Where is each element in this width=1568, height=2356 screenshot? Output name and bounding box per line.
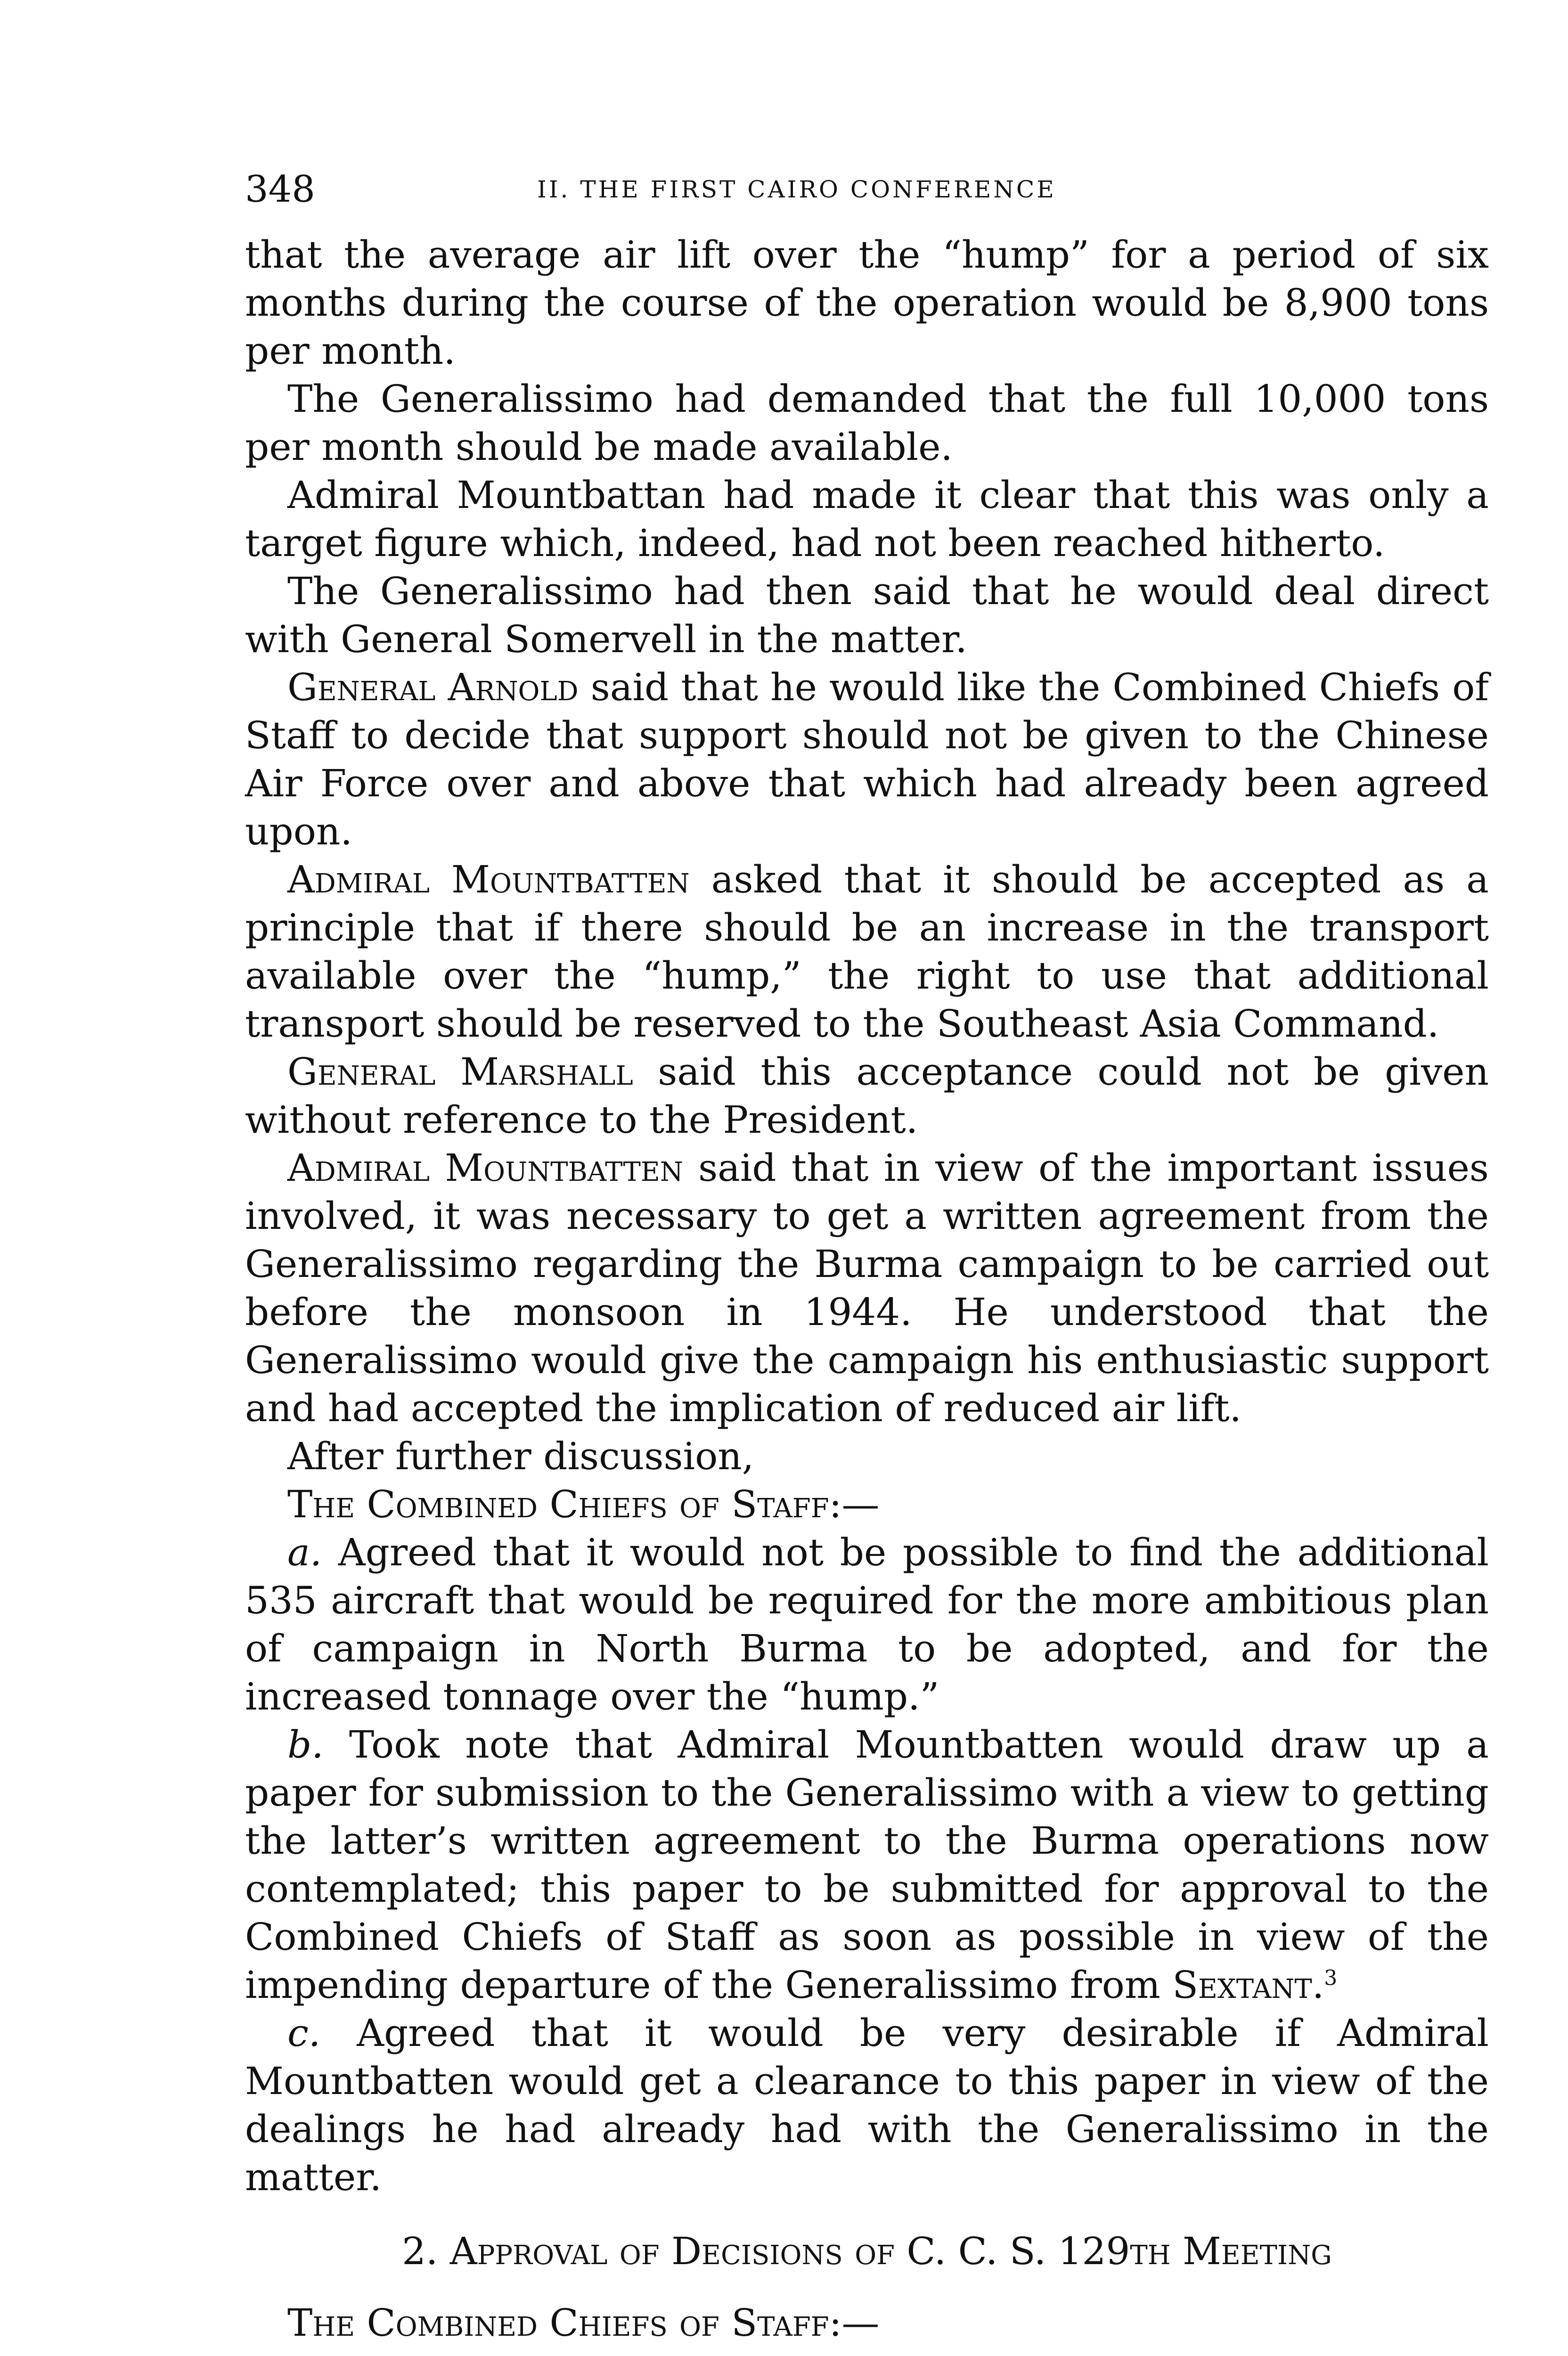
running-title: II. THE FIRST CAIRO CONFERENCE [537,176,1056,203]
item-letter: c. [287,2011,321,2055]
page-number: 348 [245,168,315,211]
speaker-name: General Arnold [287,665,579,709]
footnote-reference: 3 [1324,1966,1338,1990]
decision-item-a [245,1529,1489,1721]
decision-item-c [245,2009,1489,2201]
running-head [245,167,1489,212]
paragraph-6 [245,856,1489,1048]
paragraph-5 [245,663,1489,856]
paragraph-text: said that he would like the Combined Chiefs of Staff to decide that support should not be given to the Chinese Air Force over and above that which had already been agreed upon. [245,665,1489,853]
item-letter: a. [287,1530,322,1574]
paragraph-10 [245,1481,1489,1529]
paragraph-9: After further discussion, [287,1434,754,1478]
document-page [245,167,1489,2356]
item-letter: b. [287,1723,324,1767]
speaker-name: The Combined Chiefs of Staff [287,1482,829,1526]
paragraph-1: that the average air lift over the “hump” for a period of six months during the course of the operation would be 8,900 tons per month. [245,233,1489,373]
paragraph-11 [245,2299,1489,2347]
paragraph-8 [245,1144,1489,1432]
paragraph-text: said that in view of the important issues involved, it was necessary to get a written agreement from the Generalissimo regarding the Burma campaign to be carried out before the monsoon in 1944. He understood that the Generalissimo would give the campaign his enthusiastic support and had accepted the implication of reduced air lift. [245,1146,1489,1430]
paragraph-2: The Generalissimo had demanded that the full 10,000 tons per month should be made available. [245,377,1489,469]
paragraph-3: Admiral Mountbattan had made it clear that this was only a target figure which, indeed, had not been reached hitherto. [245,473,1489,565]
item-end: . [1312,1963,1324,2007]
section-heading: 2. Approval of Decisions of C. C. S. 129th Meeting [402,2229,1332,2273]
paragraph-text: asked that it should be accepted as a principle that if there should be an increase in the transport available over the “hump,” the right to use that additional transport should be reserved to the Southeast Asia Command. [245,858,1489,1046]
item-text: Agreed that it would not be possible to find the additional 535 aircraft that would be required for the more ambitious plan of campaign in North Burma to be adopted, and for the increased tonnage over the “hump.” [245,1530,1489,1718]
speaker-name: Admiral Mountbatten [287,1146,683,1190]
item-text: Agreed that it would be very desirable if Admiral Mountbatten would get a clearance to this paper in view of the dealings he had already had with the Generalissimo in the matter. [245,2011,1489,2199]
item-text: Took note that Admiral Mountbatten would draw up a paper for submission to the Generalissimo with a view to getting the latter’s written agreement to the Burma operations now contemplated; this paper to be submitted for approval to the Combined Chiefs of Staff as soon as possible in view of the impending departure of the Generalissimo from [245,1723,1489,2007]
codename: Sextant [1172,1963,1312,2007]
paragraph-7 [245,1048,1489,1144]
paragraph-text: said this acceptance could not be given without reference to the President. [245,1050,1489,1142]
paragraph-text: :— [829,1482,880,1526]
body-text [245,231,1489,2347]
speaker-name: General Marshall [287,1050,633,1094]
speaker-name: Admiral Mountbatten [287,858,690,901]
decision-item-b [245,1721,1489,2009]
paragraph-text: :— [829,2301,880,2345]
paragraph-4: The Generalissimo had then said that he would deal direct with General Somervell in the matter. [245,569,1489,661]
speaker-name: The Combined Chiefs of Staff [287,2301,829,2345]
